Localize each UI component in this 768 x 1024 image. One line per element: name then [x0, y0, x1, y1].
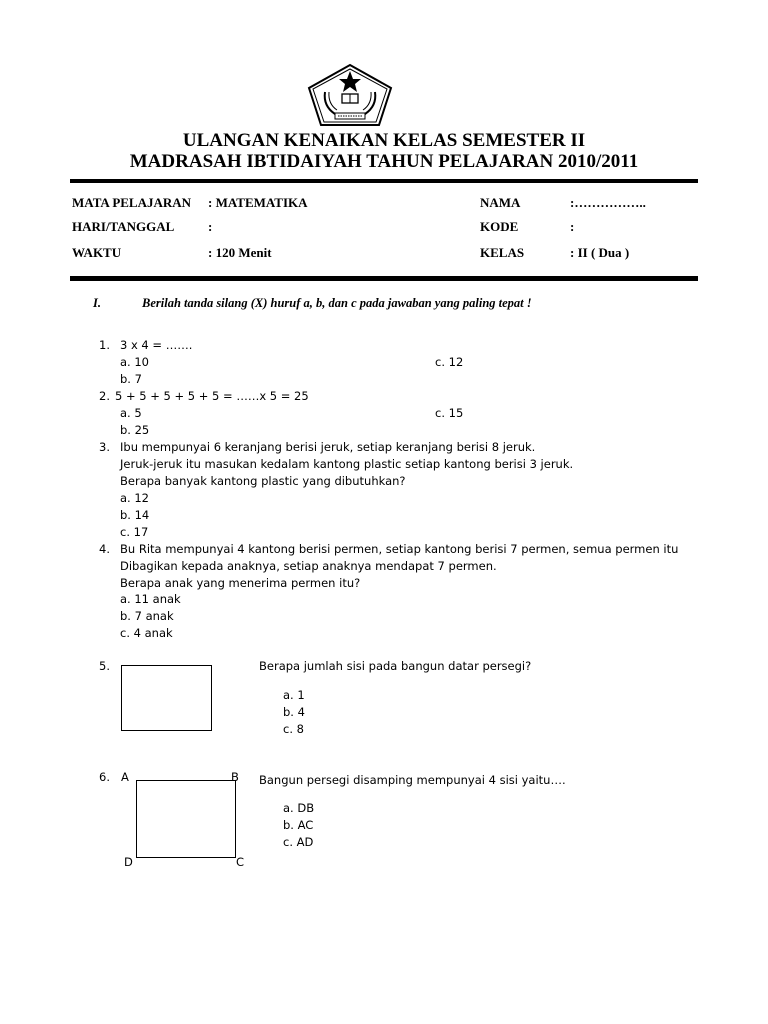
q4-option-a: a. 11 anak	[120, 592, 181, 606]
q1-option-c: c. 12	[435, 355, 464, 369]
q3-option-a: a. 12	[120, 491, 149, 505]
section-numeral: I.	[93, 296, 101, 310]
q6-text: Bangun persegi disamping mempunyai 4 sisi yaitu….	[259, 773, 566, 787]
q6-corner-c: C	[236, 855, 245, 869]
q1-option-b: b. 7	[120, 372, 142, 386]
mapel-label: MATA PELAJARAN	[72, 195, 192, 210]
q6-option-b: b. AC	[283, 818, 314, 832]
nama-label: NAMA	[480, 195, 521, 210]
q5-option-c: c. 8	[283, 722, 304, 736]
bottom-divider	[70, 276, 698, 281]
kelas-value: : II ( Dua )	[570, 245, 630, 260]
q3-option-c: c. 17	[120, 525, 149, 539]
q3-number: 3.	[99, 440, 110, 454]
q5-text: Berapa jumlah sisi pada bangun datar persegi?	[259, 659, 532, 673]
q2-text: 5 + 5 + 5 + 5 + 5 = ……x 5 = 25	[115, 389, 309, 403]
q6-option-c: c. AD	[283, 835, 314, 849]
mapel-value: : MATEMATIKA	[208, 195, 308, 210]
hari-value: :	[208, 219, 213, 234]
q5-square-figure	[121, 665, 212, 731]
kelas-label: KELAS	[480, 245, 525, 260]
kode-value: :	[570, 219, 575, 234]
q6-corner-d: D	[124, 855, 133, 869]
kode-label: KODE	[480, 219, 519, 234]
kemenag-logo-icon	[305, 62, 395, 128]
title-line-2: MADRASAH IBTIDAIYAH TAHUN PELAJARAN 2010/2011	[129, 151, 639, 172]
q4-text-line-1: Bu Rita mempunyai 4 kantong berisi permen, setiap kantong berisi 7 permen, semua permen itu	[120, 542, 679, 556]
q1-number: 1.	[99, 338, 110, 352]
q5-option-b: b. 4	[283, 705, 305, 719]
q2-option-a: a. 5	[120, 406, 142, 420]
title-line-1: ULANGAN KENAIKAN KELAS SEMESTER II	[182, 130, 586, 151]
q2-option-c: c. 15	[435, 406, 464, 420]
q3-option-b: b. 14	[120, 508, 150, 522]
hari-label: HARI/TANGGAL	[72, 219, 175, 234]
q6-corner-b: B	[231, 770, 239, 784]
q2-number: 2.	[99, 389, 110, 403]
q1-text: 3 x 4 = …….	[120, 338, 193, 352]
q3-text-line-1: Ibu mempunyai 6 keranjang berisi jeruk, setiap keranjang berisi 8 jeruk.	[120, 440, 536, 454]
q6-number: 6.	[99, 770, 110, 784]
q5-option-a: a. 1	[283, 688, 305, 702]
q4-text-line-3: Berapa anak yang menerima permen itu?	[120, 576, 361, 590]
section-instruction: Berilah tanda silang (X) huruf a, b, dan c pada jawaban yang paling tepat !	[142, 296, 532, 310]
q1-option-a: a. 10	[120, 355, 149, 369]
nama-value: :……………..	[570, 195, 646, 210]
q4-number: 4.	[99, 542, 110, 556]
q3-text-line-2: Jeruk-jeruk itu masukan kedalam kantong plastic setiap kantong berisi 3 jeruk.	[120, 457, 574, 471]
top-divider	[70, 179, 698, 183]
q4-option-c: c. 4 anak	[120, 626, 173, 640]
waktu-value: : 120 Menit	[208, 245, 272, 260]
q3-text-line-3: Berapa banyak kantong plastic yang dibutuhkan?	[120, 474, 406, 488]
q6-option-a: a. DB	[283, 801, 315, 815]
q6-square-figure	[136, 780, 236, 858]
waktu-label: WAKTU	[72, 245, 122, 260]
q2-option-b: b. 25	[120, 423, 150, 437]
q4-text-line-2: Dibagikan kepada anaknya, setiap anaknya mendapat 7 permen.	[120, 559, 497, 573]
q4-option-b: b. 7 anak	[120, 609, 174, 623]
q6-corner-a: A	[121, 770, 129, 784]
q5-number: 5.	[99, 659, 110, 673]
